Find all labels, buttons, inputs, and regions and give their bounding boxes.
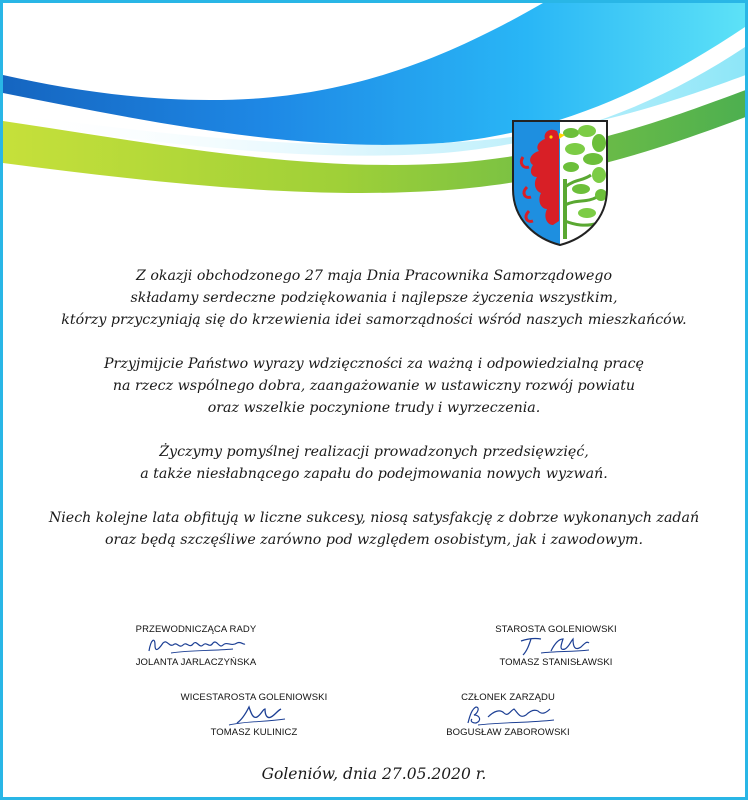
signatory-role: STAROSTA GOLENIOWSKI <box>495 624 617 635</box>
greeting-body <box>3 265 745 573</box>
handwritten-signature <box>199 703 309 727</box>
signatory-name: TOMASZ STANISŁAWSKI <box>499 657 613 668</box>
text-line: oraz wszelkie poczynione trudy i wyrzeczenia. <box>207 400 541 416</box>
text-line: składamy serdeczne podziękowania i najlepsze życzenia wszystkim, <box>130 290 618 306</box>
text-line: na rzecz wspólnego dobra, zaangażowanie w ustawiczny rozwój powiatu <box>112 378 636 394</box>
text-line: Z okazji obchodzonego 27 maja Dnia Pracownika Samorządowego <box>135 268 613 284</box>
signatory-role: CZŁONEK ZARZĄDU <box>461 692 555 703</box>
signature-block-council-chair <box>121 624 271 668</box>
signatory-role: WICESTAROSTA GOLENIOWSKI <box>180 692 328 703</box>
signature-block-starosta <box>481 624 631 668</box>
text-line: a także niesłabnącego zapału do podejmowania nowych wyzwań. <box>140 466 608 482</box>
signatory-name: BOGUSŁAW ZABOROWSKI <box>446 727 570 738</box>
date-line: Goleniów, dnia 27.05.2020 r. <box>261 765 487 783</box>
handwritten-signature <box>141 635 251 657</box>
signatory-name: JOLANTA JARLACZYŃSKA <box>135 657 257 668</box>
signatory-role: PRZEWODNICZĄCA RADY <box>135 624 257 635</box>
handwritten-signature <box>501 635 611 657</box>
text-line: Życzymy pomyślnej realizacji prowadzonych przedsięwzięć, <box>159 444 589 460</box>
greeting-paragraph-4 <box>3 507 745 551</box>
text-line: Przyjmijcie Państwo wyrazy wdzięczności za ważną i odpowiedzialną pracę <box>104 356 644 372</box>
handwritten-signature <box>448 703 568 727</box>
signature-block-vice-starosta <box>179 692 329 738</box>
greeting-paragraph-1 <box>3 265 745 331</box>
greeting-paragraph-2 <box>3 353 745 419</box>
decorative-wave-banner <box>3 3 748 223</box>
signature-block-board-member <box>433 692 583 738</box>
text-line: oraz będą szczęśliwe zarówno pod względem osobistym, jak i zawodowym. <box>105 532 643 548</box>
text-line: którzy przyczyniają się do krzewienia idei samorządności wśród naszych mieszkańców. <box>61 312 687 328</box>
signatory-name: TOMASZ KULINICZ <box>210 727 298 738</box>
coat-of-arms-icon <box>509 117 611 247</box>
greeting-paragraph-3 <box>3 441 745 485</box>
text-line: Niech kolejne lata obfitują w liczne sukcesy, niosą satysfakcję z dobrze wykonanych zadań <box>48 510 700 526</box>
